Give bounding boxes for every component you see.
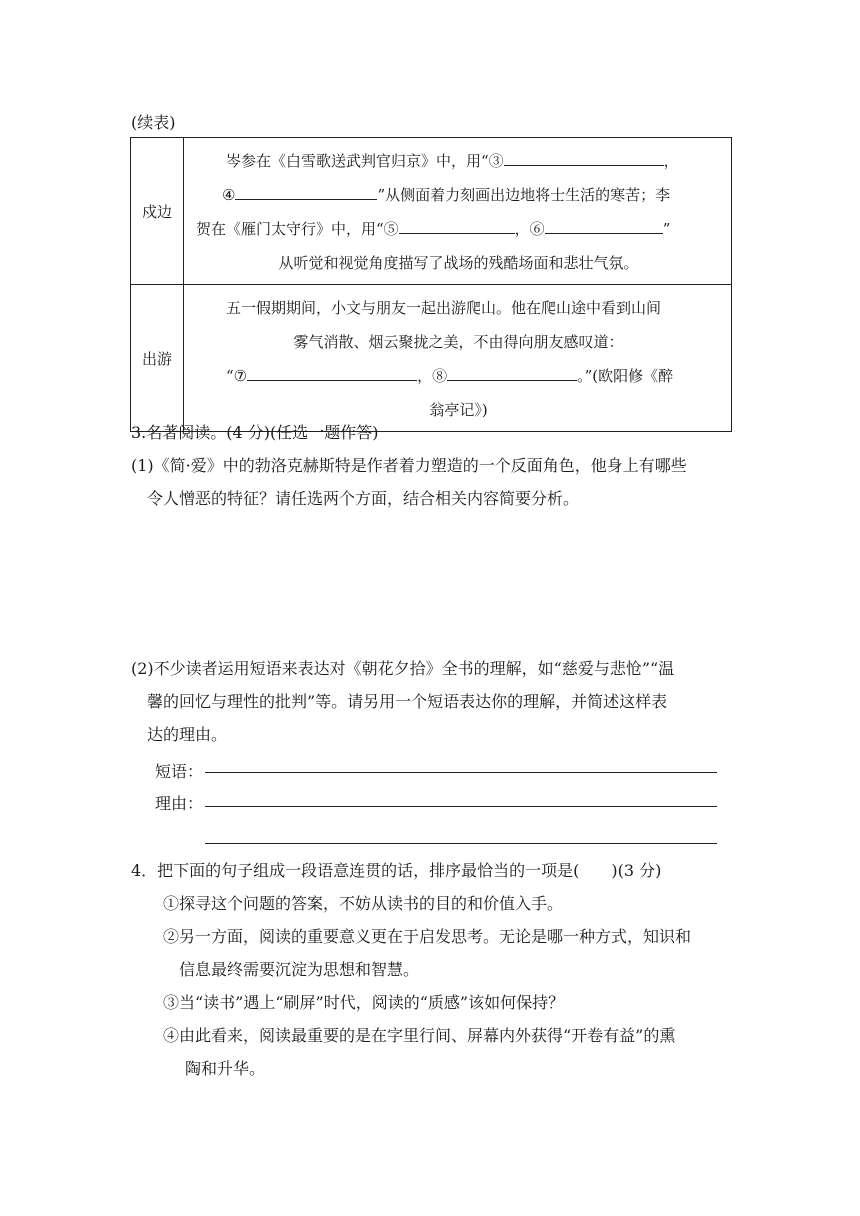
question-3-2-line: 馨的回忆与理性的批判”等。请另用一个短语表达你的理解，并简述这样表 xyxy=(147,692,668,711)
sentence-option: ④由此看来，阅读最重要的是在字里行间、屏幕内外获得“开卷有益”的熏 xyxy=(163,1026,676,1045)
content-cell xyxy=(184,285,732,432)
answer-blank[interactable] xyxy=(504,145,664,166)
category-cell: 出游 xyxy=(131,285,184,432)
table-row xyxy=(131,285,732,432)
continued-label: (续表) xyxy=(131,113,176,132)
text-line: 五一假期期间，小文与朋友一起出游爬山。他在爬山途中看到山间 xyxy=(226,299,662,317)
content-cell xyxy=(184,138,732,285)
question-4-title: 4．把下面的句子组成一段语意连贯的话，排序最恰当的一项是( )(3 分) xyxy=(131,861,662,880)
question-3-title: 3.名著阅读。(4 分)(任选一题作答) xyxy=(131,423,379,442)
answer-blank[interactable] xyxy=(399,213,515,234)
answer-blank[interactable] xyxy=(235,179,377,200)
text-line: “⑦ ，⑧ 。”(欧阳修《醉 xyxy=(196,359,721,393)
answer-blank[interactable] xyxy=(545,213,663,234)
text-line: 雾气消散、烟云聚拢之美，不由得向朋友感叹道： xyxy=(293,333,624,351)
answer-blank[interactable] xyxy=(447,360,577,381)
text-line: 岑参在《白雪歌送武判官归京》中，用“③ ， xyxy=(196,144,721,178)
phrase-answer-line[interactable] xyxy=(205,771,717,773)
question-3-1-line: (1)《简·爱》中的勃洛克赫斯特是作者着力塑造的一个反面角色，他身上有哪些 xyxy=(131,456,687,475)
sentence-option-cont: 信息最终需要沉淀为思想和智慧。 xyxy=(179,960,420,979)
reason-answer-line[interactable] xyxy=(205,805,717,807)
question-3-2-line: (2)不少读者运用短语来表达对《朝花夕拾》全书的理解，如“慈爱与悲怆”“温 xyxy=(131,659,675,678)
phrase-label: 短语： xyxy=(155,762,204,781)
table-row xyxy=(131,138,732,285)
sentence-option: ②另一方面，阅读的重要意义更在于启发思考。无论是哪一种方式，知识和 xyxy=(163,927,692,946)
answer-blank[interactable] xyxy=(247,360,417,381)
reason-answer-line[interactable] xyxy=(205,842,717,844)
text-line: 翁亭记》) xyxy=(429,401,488,419)
sentence-option: ①探寻这个问题的答案，不妨从读书的目的和价值入手。 xyxy=(163,894,564,913)
sentence-option-cont: 陶和升华。 xyxy=(185,1059,266,1078)
text-line: 贺在《雁门太守行》中，用“⑤ ，⑥ ” xyxy=(196,212,721,246)
sentence-option: ③当“读书”遇上“刷屏”时代，阅读的“质感”该如何保持？ xyxy=(163,993,565,1012)
category-cell: 戍边 xyxy=(131,138,184,285)
question-3-2-line: 达的理由。 xyxy=(147,725,228,744)
reason-label: 理由： xyxy=(155,794,204,813)
poetry-fill-table xyxy=(130,137,732,432)
text-line: 从听觉和视觉角度描写了战场的残酷场面和悲壮气氛。 xyxy=(278,254,639,272)
text-line: ④ ”从侧面着力刻画出边地将士生活的寒苦；李 xyxy=(196,178,721,212)
question-3-1-line: 令人憎恶的特征？请任选两个方面，结合相关内容简要分析。 xyxy=(147,489,580,508)
